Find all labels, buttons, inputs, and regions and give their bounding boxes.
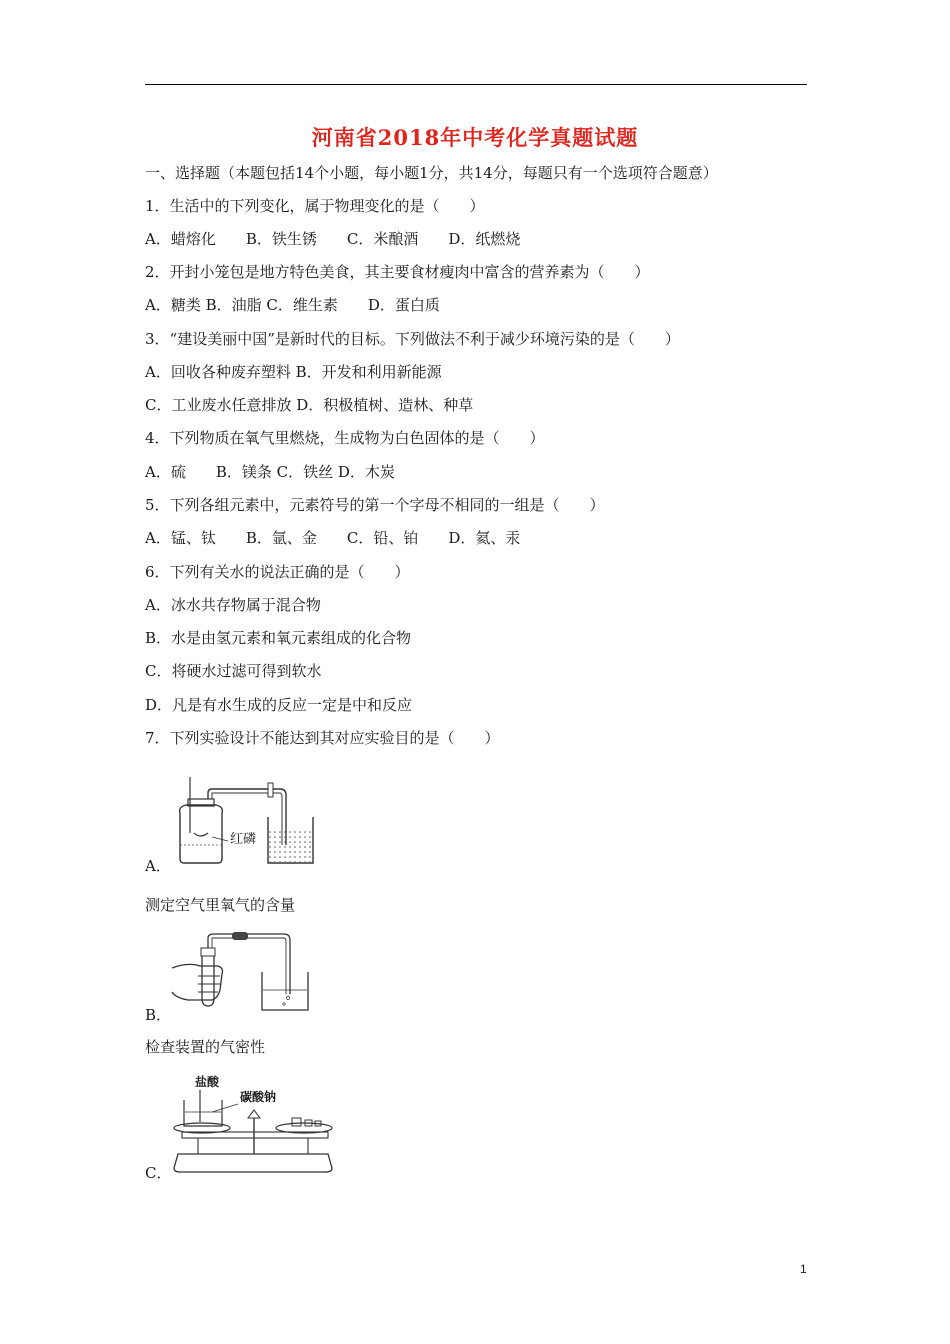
question-2-stem: 2．开封小笼包是地方特色美食，其主要食材瘦肉中富含的营养素为（ ）	[145, 263, 650, 281]
question-7-option-a-label: A．	[145, 857, 171, 875]
figure-label-sodium-carbonate: 碳酸钠	[240, 1090, 277, 1104]
question-6-stem: 6．下列有关水的说法正确的是（ ）	[145, 563, 410, 581]
question-4-options: A．硫 B．镁条 C．铁丝 D．木炭	[145, 463, 395, 481]
figure-label-red-phosphorus: 红磷	[230, 832, 257, 847]
question-2-options: A．糖类 B．油脂 C．维生素 D．蛋白质	[145, 296, 440, 314]
question-5-options: A．锰、钛 B．氩、金 C．铅、铂 D．氦、汞	[145, 529, 521, 547]
question-3-options-ab: A．回收各种废弃塑料 B．开发和利用新能源	[145, 363, 442, 381]
question-7-option-c-label: C．	[145, 1164, 172, 1182]
figure-oxygen-apparatus	[168, 775, 328, 870]
header-rule	[145, 84, 807, 85]
question-1-stem: 1．生活中的下列变化，属于物理变化的是（ ）	[145, 197, 485, 215]
question-6-option-c: C．将硬水过滤可得到软水	[145, 662, 322, 680]
question-3-stem: 3．“建设美丽中国”是新时代的目标。下列做法不利于减少环境污染的是（ ）	[145, 330, 680, 348]
question-4-stem: 4．下列物质在氧气里燃烧，生成物为白色固体的是（ ）	[145, 429, 545, 447]
question-6-option-b: B．水是由氢元素和氧元素组成的化合物	[145, 629, 412, 647]
question-7-option-b-caption: 检查装置的气密性	[145, 1038, 266, 1056]
page-title: 河南省2018年中考化学真题试题	[311, 125, 639, 150]
question-7-option-b-label: B．	[145, 1006, 172, 1024]
question-5-stem: 5．下列各组元素中，元素符号的第一个字母不相同的一组是（ ）	[145, 496, 605, 514]
section-header: 一、选择题（本题包括14个小题，每小题1分，共14分，每题只有一个选项符合题意）	[145, 164, 718, 182]
question-7-stem: 7．下列实验设计不能达到其对应实验目的是（ ）	[145, 729, 500, 747]
question-6-option-a: A．冰水共存物属于混合物	[145, 596, 321, 614]
question-1-options: A．蜡熔化 B．铁生锈 C．米酿酒 D．纸燃烧	[145, 230, 521, 248]
page-number: 1	[800, 1262, 807, 1276]
question-7-option-a-caption: 测定空气里氧气的含量	[145, 896, 296, 914]
question-6-option-d: D．凡是有水生成的反应一定是中和反应	[145, 696, 413, 714]
figure-airtightness-apparatus	[168, 928, 318, 1013]
figure-label-hydrochloric-acid: 盐酸	[195, 1075, 220, 1089]
question-3-options-cd: C．工业废水任意排放 D．积极植树、造林、种草	[145, 396, 474, 414]
